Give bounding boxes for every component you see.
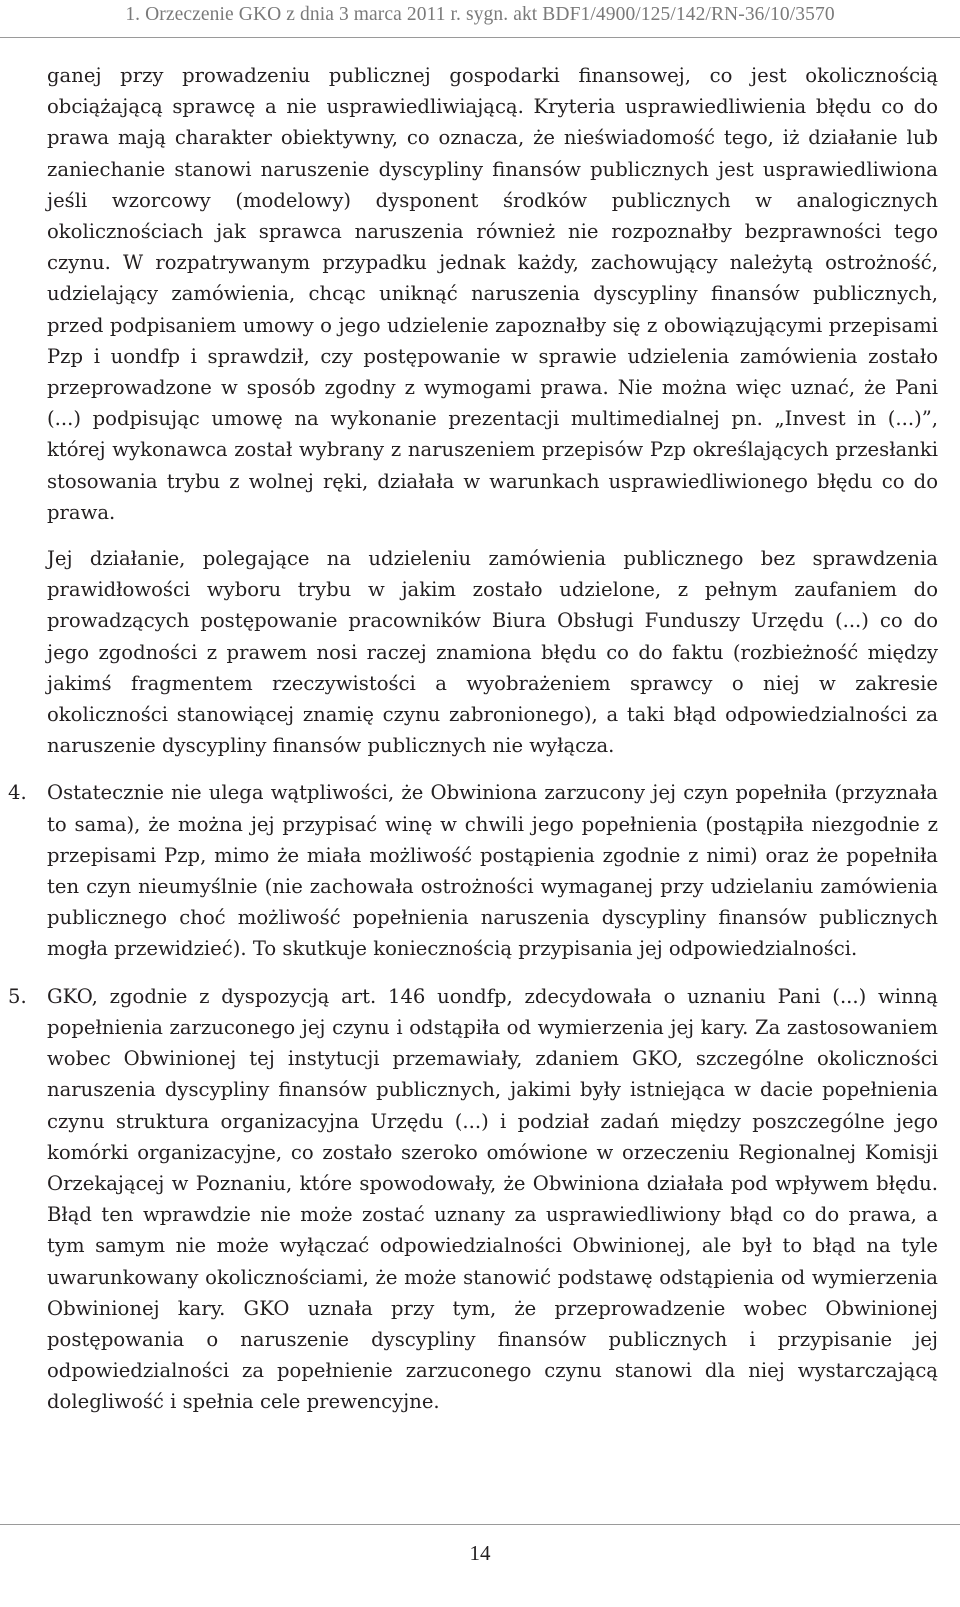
paragraph-continued: ganej przy prowadzeniu publicznej gospodarki finansowej, co jest okolicznością obciążającą sprawcę a nie usprawiedliwiającą. Kryteria usprawiedliwienia błędu co do prawa mają charakter obiektywny, co oznacza, że nieświadomość tego, iż działanie lub zaniechanie stanowi naruszenie dyscypliny finansów publicznych jest usprawiedliwiona jeśli wzorcowy (modelowy) dysponent środków publicznych w analogicznych okolicznościach jak sprawca naruszenia również nie rozpoznałby bezprawności tego czynu. W rozpatrywanym przypadku jednak każdy, zachowujący należytą ostrożność, udzielający zamówienia, chcąc uniknąć naruszenia dyscypliny finansów publicznych, przed podpisaniem umowy o jego udzielenie zapoznałby się z obowiązującymi przepisami Pzp i uondfp i sprawdził, czy postępowanie w sprawie udzielenia zamówienia zostało przeprowadzone w sposób zgodny z wymogami prawa. Nie można więc uznać, że Pani (...) podpisując umowę na wykonanie prezentacji multimedialnej pn. „Invest in (...)”, której wykonawca został wybrany z naruszeniem przepisów Pzp określających przesłanki stosowania trybu z wolnej ręki, działała w warunkach usprawiedliwionego błędu co do prawa. — [47, 64, 938, 524]
list-item-number: 4. — [8, 781, 27, 805]
header-divider — [0, 37, 960, 38]
paragraph-second: Jej działanie, polegające na udzieleniu zamówienia publicznego bez sprawdzenia prawidłowości wyboru trybu w jakim zostało udzielone, z pełnym zaufaniem do prowadzących postępowanie pracowników Biura Obsługi Funduszy Urzędu (...) co do jego zgodności z prawem nosi raczej znamiona błędu co do faktu (rozbieżność między jakimś fragmentem rzeczywistości a wyobrażeniem sprawcy o niej w zakresie okoliczności stanowiącej znamię czynu zabronionego), a taki błąd odpowiedzialności za naruszenie dyscypliny finansów publicznych nie wyłącza. — [47, 547, 938, 758]
running-header: 1. Orzeczenie GKO z dnia 3 marca 2011 r. sygn. akt BDF1/4900/125/142/RN-36/10/3570 — [125, 4, 835, 25]
page-number: 14 — [469, 1541, 491, 1565]
list-item-number: 5. — [8, 984, 27, 1008]
list-item-4 — [8, 777, 938, 964]
list-item-5 — [8, 981, 938, 1418]
list-item-text: Ostatecznie nie ulega wątpliwości, że Obwiniona zarzucony jej czyn popełniła (przyznała to sama), że można jej przypisać winę w chwili jego popełnienia (postąpiła niezgodnie z przepisami Pzp, mimo że miała możliwość postąpienia zgodnie z nimi) oraz że popełniła ten czyn nieumyślnie (nie zachowała ostrożności wymaganej przy udzielaniu zamówienia publicznego choć możliwość popełnienia naruszenia dyscypliny finansów publicznych mogła przewidzieć). To skutkuje koniecznością przypisania jej odpowiedzialności. — [47, 781, 938, 961]
document-body — [8, 60, 938, 1418]
list-item-text: GKO, zgodnie z dyspozycją art. 146 uondfp, zdecydowała o uznaniu Pani (...) winną popełnienia zarzuconego jej czynu i odstąpiła od wymierzenia jej kary. Za zastosowaniem wobec Obwinionej tej instytucji przemawiały, zdaniem GKO, szczególne okoliczności naruszenia dyscypliny finansów publicznych, jakimi były istniejąca w dacie popełnienia czynu struktura organizacyjna Urzędu (...) i podział zadań między poszczególne jego komórki organizacyjne, co zostało szeroko omówione w orzeczeniu Regionalnej Komisji Orzekającej w Poznaniu, które spowodowały, że Obwiniona działała pod wpływem błędu. Błąd ten wprawdzie nie może zostać uznany za usprawiedliwiony błąd co do prawa, a tym samym nie może wyłączać odpowiedzialności Obwinionej, ale był to błąd na tyle uwarunkowany okolicznościami, że może stanowić podstawę odstąpienia od wymierzenia Obwinionej kary. GKO uznała przy tym, że przeprowadzenie wobec Obwinionej postępowania o naruszenie dyscypliny finansów publicznych i przypisanie jej odpowiedzialności za popełnienie zarzuconego czynu stanowi dla niej wystarczającą dolegliwość i spełnia cele prewencyjne. — [47, 984, 938, 1414]
footer-divider — [0, 1524, 960, 1525]
